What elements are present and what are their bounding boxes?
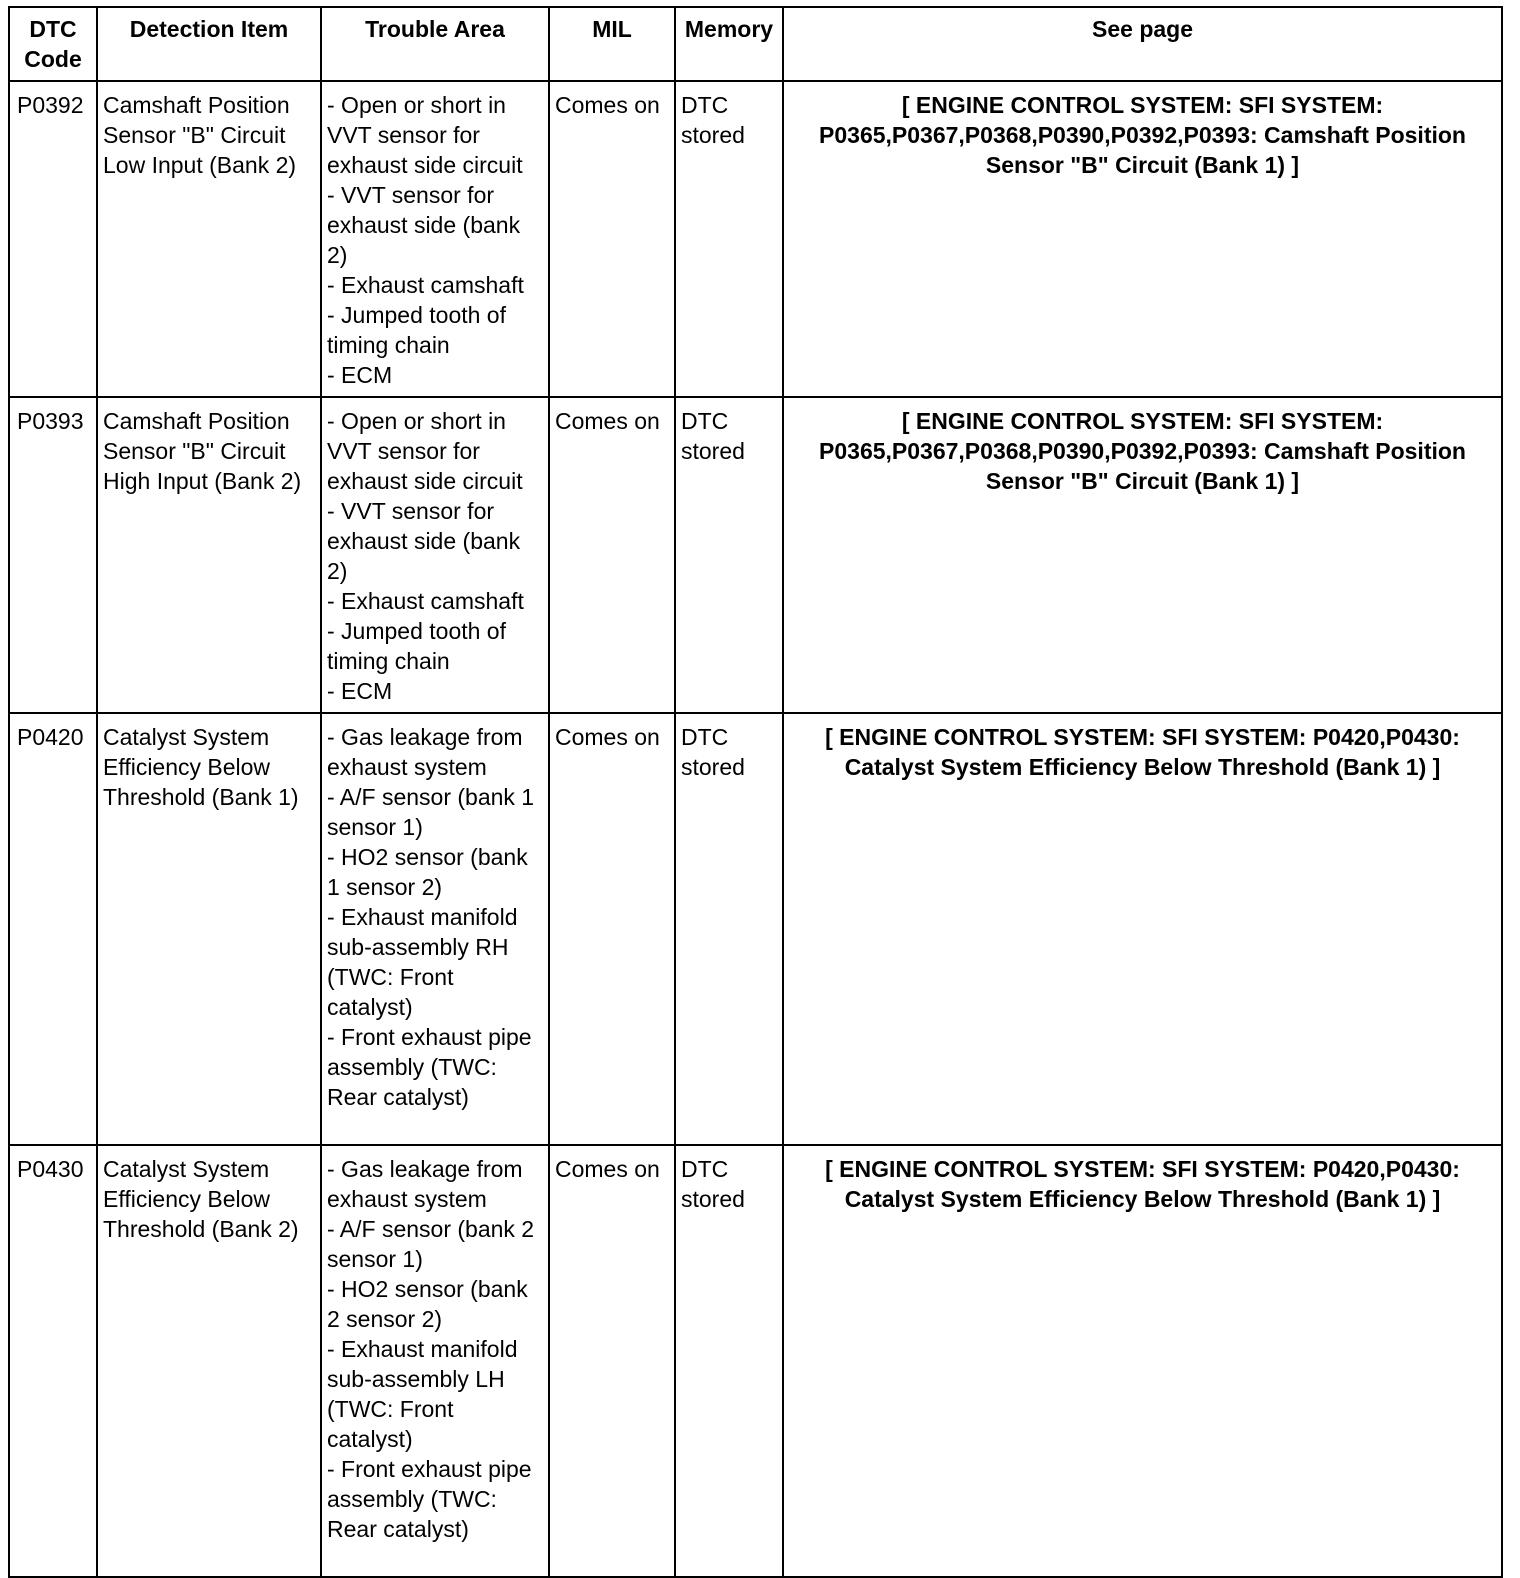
table-row bbox=[9, 1145, 1502, 1577]
detection-item-cell: Camshaft Position Sensor "B" Circuit High Input (Bank 2) bbox=[97, 397, 321, 713]
memory-cell: DTC stored bbox=[675, 1145, 783, 1577]
detection-item-cell: Camshaft Position Sensor "B" Circuit Low Input (Bank 2) bbox=[97, 81, 321, 397]
trouble-area-item: - VVT sensor for exhaust side (bank 2) bbox=[327, 182, 521, 268]
trouble-area-item: - Jumped tooth of timing chain bbox=[327, 618, 506, 674]
trouble-area-item: - A/F sensor (bank 1 sensor 1) bbox=[327, 784, 535, 840]
trouble-area-item: - A/F sensor (bank 2 sensor 1) bbox=[327, 1216, 535, 1272]
table-row bbox=[9, 81, 1502, 397]
detection-item-cell: Catalyst System Efficiency Below Threshold (Bank 2) bbox=[97, 1145, 321, 1577]
detection-item-cell: Catalyst System Efficiency Below Threshold (Bank 1) bbox=[97, 713, 321, 1145]
memory-cell: DTC stored bbox=[675, 81, 783, 397]
trouble-area-item: - Gas leakage from exhaust system bbox=[327, 724, 523, 780]
see-page-link[interactable]: [ ENGINE CONTROL SYSTEM: SFI SYSTEM: P0365,P0367,P0368,P0390,P0392,P0393: Camshaft Position Sensor "B" Circuit (Bank 1) ] bbox=[783, 397, 1502, 713]
trouble-area-item: - HO2 sensor (bank 2 sensor 2) bbox=[327, 1276, 528, 1332]
see-page-link[interactable]: [ ENGINE CONTROL SYSTEM: SFI SYSTEM: P0365,P0367,P0368,P0390,P0392,P0393: Camshaft Position Sensor "B" Circuit (Bank 1) ] bbox=[783, 81, 1502, 397]
dtc-code-cell: P0392 bbox=[9, 81, 97, 397]
trouble-area-cell bbox=[321, 397, 549, 713]
trouble-area-item: - Gas leakage from exhaust system bbox=[327, 1156, 523, 1212]
trouble-area-item: - Front exhaust pipe assembly (TWC: Rear catalyst) bbox=[327, 1456, 532, 1542]
trouble-area-item: - Open or short in VVT sensor for exhaust side circuit bbox=[327, 408, 523, 494]
trouble-area-item: - HO2 sensor (bank 1 sensor 2) bbox=[327, 844, 528, 900]
see-page-link[interactable]: [ ENGINE CONTROL SYSTEM: SFI SYSTEM: P0420,P0430: Catalyst System Efficiency Below Threshold (Bank 1) ] bbox=[783, 713, 1502, 1145]
table-row bbox=[9, 397, 1502, 713]
dtc-table bbox=[8, 6, 1503, 1578]
trouble-area-item: - Jumped tooth of timing chain bbox=[327, 302, 506, 358]
header-memory: Memory bbox=[675, 7, 783, 81]
mil-cell: Comes on bbox=[549, 81, 675, 397]
table-row bbox=[9, 713, 1502, 1145]
mil-cell: Comes on bbox=[549, 1145, 675, 1577]
trouble-area-item: - ECM bbox=[327, 678, 393, 704]
trouble-area-item: - VVT sensor for exhaust side (bank 2) bbox=[327, 498, 521, 584]
dtc-code-cell: P0393 bbox=[9, 397, 97, 713]
mil-cell: Comes on bbox=[549, 397, 675, 713]
trouble-area-cell bbox=[321, 713, 549, 1145]
trouble-area-cell bbox=[321, 81, 549, 397]
header-mil: MIL bbox=[549, 7, 675, 81]
memory-cell: DTC stored bbox=[675, 397, 783, 713]
table-header-row bbox=[9, 7, 1502, 81]
header-dtc-code: DTC Code bbox=[9, 7, 97, 81]
trouble-area-cell bbox=[321, 1145, 549, 1577]
trouble-area-item: - Exhaust manifold sub-assembly RH (TWC: Front catalyst) bbox=[327, 904, 518, 1020]
trouble-area-item: - Front exhaust pipe assembly (TWC: Rear catalyst) bbox=[327, 1024, 532, 1110]
trouble-area-item: - Open or short in VVT sensor for exhaust side circuit bbox=[327, 92, 523, 178]
trouble-area-item: - Exhaust manifold sub-assembly LH (TWC: Front catalyst) bbox=[327, 1336, 518, 1452]
memory-cell: DTC stored bbox=[675, 713, 783, 1145]
trouble-area-item: - ECM bbox=[327, 362, 393, 388]
dtc-code-cell: P0420 bbox=[9, 713, 97, 1145]
header-detection-item: Detection Item bbox=[97, 7, 321, 81]
trouble-area-item: - Exhaust camshaft bbox=[327, 272, 524, 298]
header-trouble-area: Trouble Area bbox=[321, 7, 549, 81]
see-page-link[interactable]: [ ENGINE CONTROL SYSTEM: SFI SYSTEM: P0420,P0430: Catalyst System Efficiency Below Threshold (Bank 1) ] bbox=[783, 1145, 1502, 1577]
mil-cell: Comes on bbox=[549, 713, 675, 1145]
trouble-area-item: - Exhaust camshaft bbox=[327, 588, 524, 614]
header-see-page: See page bbox=[783, 7, 1502, 81]
dtc-code-cell: P0430 bbox=[9, 1145, 97, 1577]
